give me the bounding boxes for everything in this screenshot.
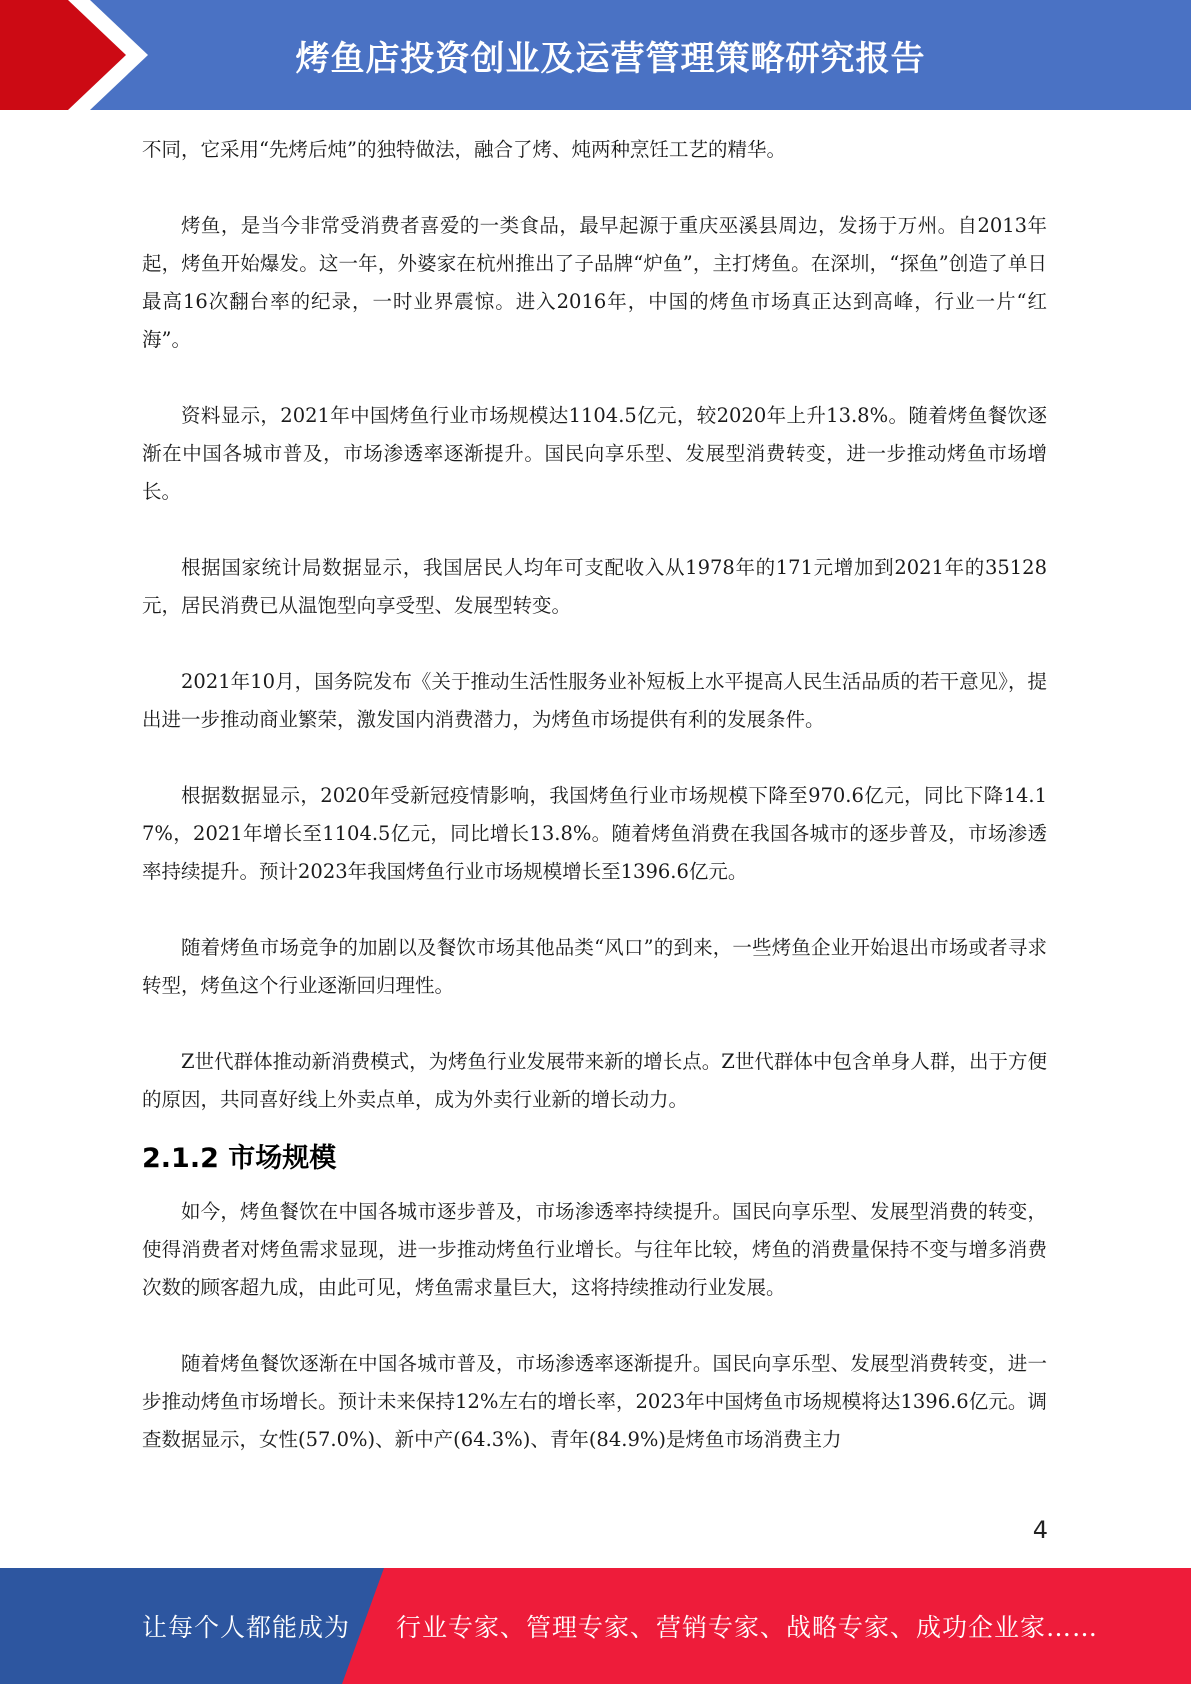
body-paragraph: 随着烤鱼市场竞争的加剧以及餐饮市场其他品类“风口”的到来，一些烤鱼企业开始退出市场或者寻求转型，烤鱼这个行业逐渐回归理性。 (142, 936, 1047, 997)
body-paragraph: 资料显示，2021年中国烤鱼行业市场规模达1104.5亿元，较2020年上升13.8%。随着烤鱼餐饮逐渐在中国各城市普及，市场渗透率逐渐提升。国民向享乐型、发展型消费转变，进一步推动烤鱼市场增长。 (142, 404, 1047, 503)
body-paragraph: Z世代群体推动新消费模式，为烤鱼行业发展带来新的增长点。Z世代群体中包含单身人群，出于方便的原因，共同喜好线上外卖点单，成为外卖行业新的增长动力。 (142, 1050, 1047, 1111)
page-number: 4 (1032, 1516, 1048, 1544)
section-paragraph: 随着烤鱼餐饮逐渐在中国各城市普及，市场渗透率逐渐提升。国民向享乐型、发展型消费转变，进一步推动烤鱼市场增长。预计未来保持12%左右的增长率，2023年中国烤鱼市场规模将达1396.6亿元。调查数据显示，女性(57.0%)、新中产(64.3%)、青年(84.9%)是烤鱼市场消费主力 (142, 1352, 1047, 1451)
footer-slogan-right: 行业专家、管理专家、营销专家、战略专家、成功企业家…… (396, 1613, 1099, 1642)
section-paragraph: 如今，烤鱼餐饮在中国各城市逐步普及，市场渗透率持续提升。国民向享乐型、发展型消费的转变，使得消费者对烤鱼需求显现，进一步推动烤鱼行业增长。与往年比较，烤鱼的消费量保持不变与增多消费次数的顾客超九成，由此可见，烤鱼需求量巨大，这将持续推动行业发展。 (142, 1200, 1047, 1299)
body-paragraph: 根据国家统计局数据显示，我国居民人均年可支配收入从1978年的171元增加到2021年的35128元，居民消费已从温饱型向享受型、发展型转变。 (142, 556, 1047, 617)
body-paragraph: 不同，它采用“先烤后炖”的独特做法，融合了烤、炖两种烹饪工艺的精华。 (142, 138, 786, 161)
body-paragraph: 根据数据显示，2020年受新冠疫情影响，我国烤鱼行业市场规模下降至970.6亿元，同比下降14.17%，2021年增长至1104.5亿元，同比增长13.8%。随着烤鱼消费在我国各城市的逐步普及，市场渗透率持续提升。预计2023年我国烤鱼行业市场规模增长至1396.6亿元。 (142, 784, 1047, 883)
document-body (142, 131, 1047, 1459)
body-paragraph: 2021年10月，国务院发布《关于推动生活性服务业补短板上水平提高人民生活品质的若干意见》，提出进一步推动商业繁荣，激发国内消费潜力，为烤鱼市场提供有利的发展条件。 (142, 670, 1047, 731)
section-heading: 2.1.2 市场规模 (142, 1143, 337, 1174)
body-paragraph: 烤鱼，是当今非常受消费者喜爱的一类食品，最早起源于重庆巫溪县周边，发扬于万州。自2013年起，烤鱼开始爆发。这一年，外婆家在杭州推出了子品牌“炉鱼”，主打烤鱼。在深圳，“探鱼”创造了单日最高16次翻台率的纪录，一时业界震惊。进入2016年，中国的烤鱼市场真正达到高峰，行业一片“红海”。 (142, 214, 1047, 351)
footer-slogan-left: 让每个人都能成为 (142, 1613, 351, 1642)
page-footer (0, 1568, 1191, 1684)
page-header (0, 0, 1191, 110)
document-title: 烤鱼店投资创业及运营管理策略研究报告 (295, 38, 926, 79)
